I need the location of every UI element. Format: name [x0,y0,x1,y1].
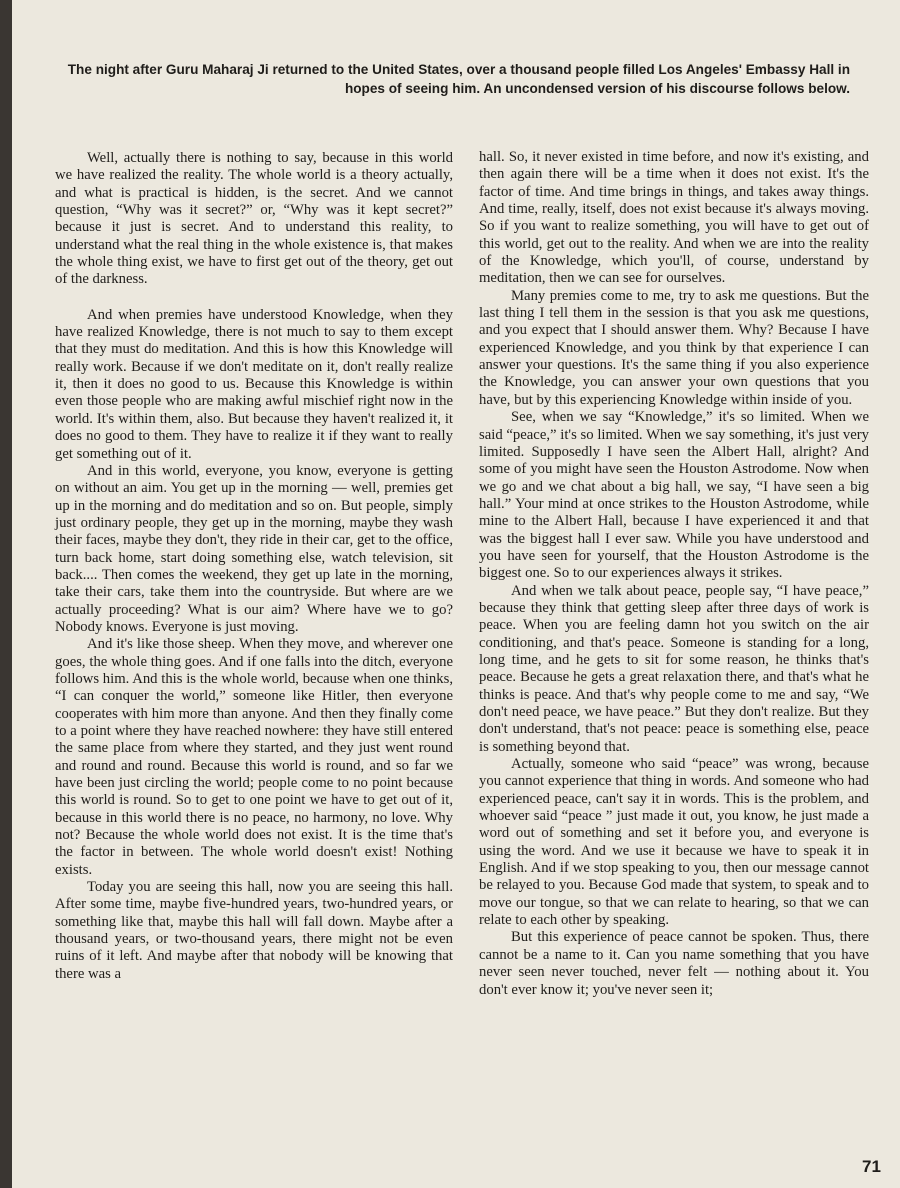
paragraph: See, when we say “Knowledge,” it's so limited. When we said “peace,” it's so limited. When we say something, it's just very limited. Supposedly I have seen the Albert Hall, alright? And some of you might have seen the Houston Astrodome. Now when we go and we chat about a big hall, we say, “I have seen a big hall.” Your mind at once strikes to the Houston Astrodome, while mine to the Albert Hall, because I have experienced it and that was the biggest hall I ever saw. While you have understood and you have seen for yourself, that the Houston Astrodome is the biggest one. So to our experiences always it strikes. [479,409,869,582]
paragraph: And when premies have understood Knowledge, when they have realized Knowledge, there is not much to say to them except that they must do meditation. And this is how this Knowledge will really work. Because if we don't meditate on it, don't really realize it, then it does no good to us. Because this Knowledge is within even those people who are making awful mischief right now in the world. It's within them, also. But because they haven't realized it, it does no good to them. They have to realize it if they want to really get something out of it. [55,306,453,462]
paragraph: And when we talk about peace, people say, “I have peace,” because they think that getting sleep after three days of work is peace. When you are feeling damn hot you switch on the air conditioning, and that's peace. Someone is standing for a long, long time, and he gets to sit for some reason, he thinks that's peace. Because he gets a great relaxation there, and that's what he thinks is peace. And that's why people come to me and say, “We don't need peace, we have peace.” But they don't realize. But they don't understand, that's not peace: peace is something else, peace is something beyond that. [479,582,869,755]
right-column [479,149,869,999]
paragraph: hall. So, it never existed in time before, and now it's existing, and then again there will be a time when it does not exist. It's the factor of time. And time brings in things, and takes away things. And time, really, itself, does not exist because it's always moving. So if you want to realize something, you will have to get out of this world, get out to the reality. And when we are into the reality of the Knowledge, which you'll, of course, understand by meditation, then we can see for ourselves. [479,149,869,287]
page-number: 71 [862,1157,881,1176]
paragraph: And it's like those sheep. When they move, and wherever one goes, the whole thing goes. And if one falls into the ditch, everyone follows him. And this is the whole world, because when one thinks, “I can conquer the world,” someone like Hitler, then everyone cooperates with him more than anyone. And then they finally come to a point where they have reached nowhere: they have still entered the same place from where they started, and they just went round and round and round. Because this world is round, and so far we have been just circling the world; people come to no point because this world is round. So to get to one point we have to get out of it, because in this world there is no peace, no harmony, no love. Why not? Because the whole world does not exist. It is the time that's the factor in between. The whole world doesn't exist! Nothing exists. [55,636,453,878]
page-binding-edge [0,0,12,1188]
left-column [55,150,453,983]
paragraph: Today you are seeing this hall, now you are seeing this hall. After some time, maybe five-hundred years, two-hundred years, or something like that, maybe this hall will fall down. Maybe after a thousand years, or two-thousand years, there might not be even ruins of it left. And maybe after that nobody will be knowing that there was a [55,879,453,982]
paragraph: But this experience of peace cannot be spoken. Thus, there cannot be a name to it. Can you name something that you have never seen never touched, never felt — nothing about it. You don't ever know it; you've never seen it; [479,929,869,998]
paragraph: Well, actually there is nothing to say, because in this world we have realized the reality. The whole world is a theory actually, and what is practical is hidden, is the secret. And we cannot question, “Why was it secret?” or, “Why was it kept secret?” because it just is secret. And to understand this reality, to understand what the real thing in the whole existence is, that makes the whole thing exist, we have to first get out of the theory, get out of the darkness. [55,150,453,288]
intro-paragraph: The night after Guru Maharaj Ji returned to the United States, over a thousand people filled Los Angeles' Embassy Hall in hopes of seeing him. An uncondensed version of his discourse follows below. [67,62,850,96]
paragraph: Actually, someone who said “peace” was wrong, because you cannot experience that thing in words. And someone who had experienced peace, can't say it in words. This is the problem, and whoever said “peace ” just made it out, you know, he just made a word out of something and set it before you, and everyone is using the word. And we use it because we have to speak it in English. And if we stop speaking to you, then our message cannot be relayed to you. Because God made that system, to speak and to move our tongue, so that we can relate to hearing, so that we can relate to each other by speaking. [479,756,869,929]
paragraph: Many premies come to me, try to ask me questions. But the last thing I tell them in the session is that you ask me questions, and you expect that I should answer them. Why? Because I have experienced Knowledge, and you think by that experience I can answer your questions. It's the same thing if you also experience the Knowledge, you can answer your own questions that you have, but by this experiencing Knowledge within inside of you. [479,287,869,408]
paragraph: And in this world, everyone, you know, everyone is getting on without an aim. You get up in the morning — well, premies get up in the morning and do meditation and so on. But people, simply just ordinary people, they get up in the morning, maybe they wash their faces, maybe they don't, they ride in their car, get to the office, turn back home, start doing something else, watch television, sit back.... Then comes the weekend, they get up late in the morning, take their cars, take them into the countryside. But where are we actually proceeding? What is our aim? Where have we to go? Nobody knows. Everyone is just moving. [55,462,453,635]
